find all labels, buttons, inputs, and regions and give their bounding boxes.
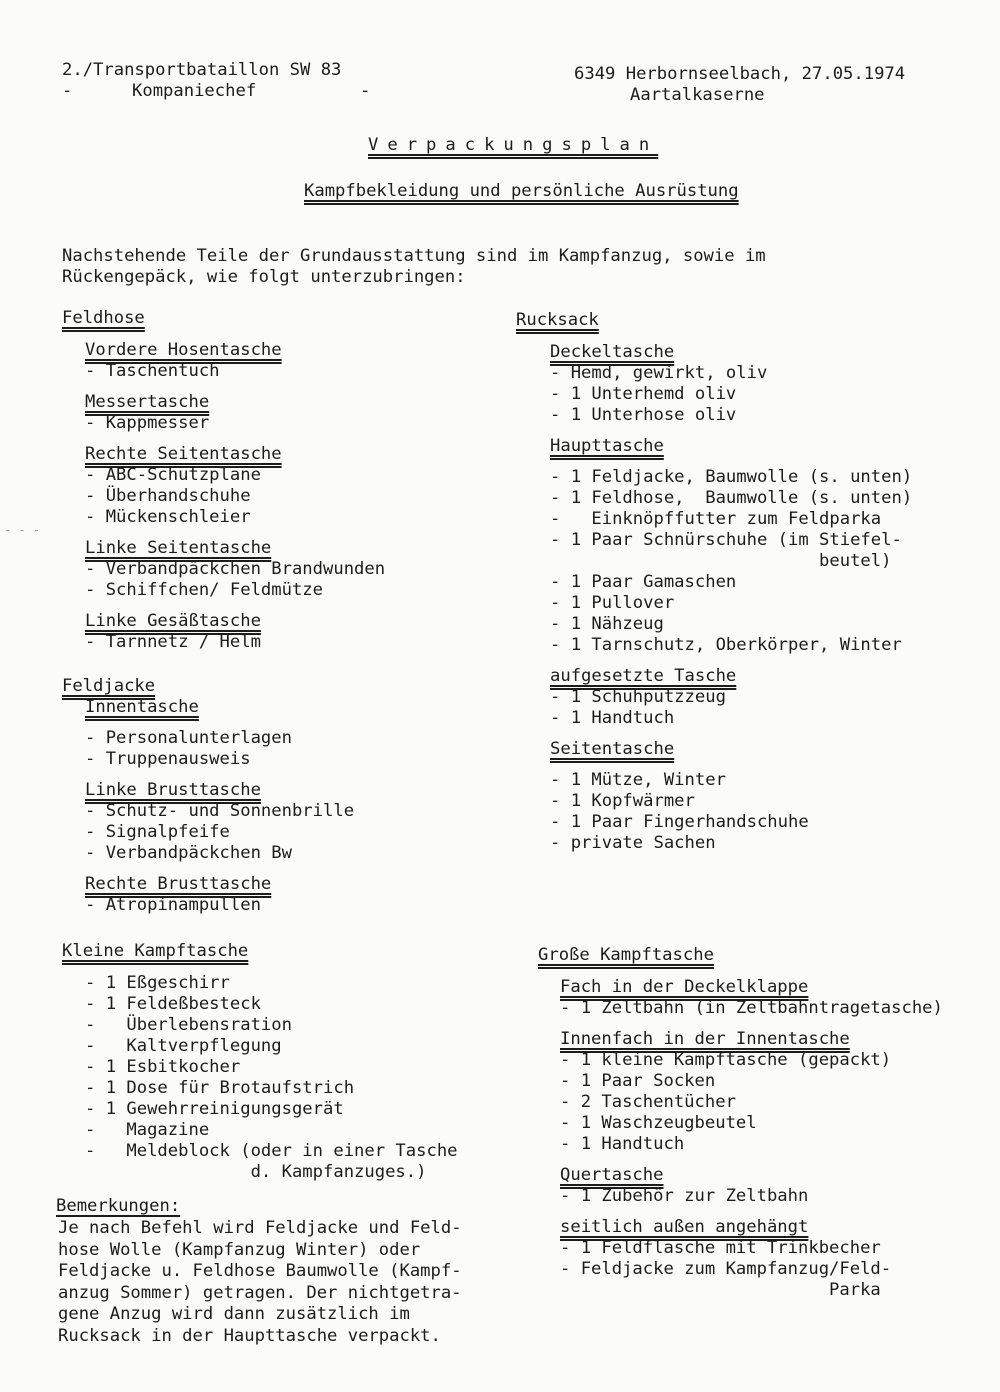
list-item: d. Kampfanzuges.) [85, 1162, 427, 1182]
list-item: - Tarnnetz / Helm [85, 632, 261, 652]
rechte-seitentasche-heading: Rechte Seitentasche [85, 444, 282, 464]
list-item: - Mückenschleier [85, 507, 251, 527]
list-item: Parka [560, 1280, 881, 1300]
list-item: - 1 Zubehör zur Zeltbahn [560, 1186, 809, 1206]
rechte-brusttasche-heading: Rechte Brusttasche [85, 874, 272, 894]
list-item: - 1 Handtuch [560, 1134, 685, 1154]
linke-seitentasche-heading: Linke Seitentasche [85, 538, 272, 558]
list-item: - Überlebensration [85, 1015, 292, 1035]
rucksack-heading: Rucksack [516, 310, 599, 330]
list-item: - private Sachen [550, 833, 716, 853]
vordere-hosentasche-heading: Vordere Hosentasche [85, 340, 282, 360]
remark-line: gene Anzug wird dann zusätzlich im [58, 1304, 410, 1325]
innentasche-heading: Innentasche [85, 697, 199, 717]
remark-line: hose Wolle (Kampfanzug Winter) oder [58, 1239, 421, 1260]
linke-brusttasche-heading: Linke Brusttasche [85, 780, 261, 800]
list-item: - 1 Pullover [550, 593, 675, 613]
list-item: - Schutz- und Sonnenbrille [85, 801, 355, 821]
kleine-kampftasche-heading: Kleine Kampftasche [62, 941, 249, 961]
feldhose-pockets [85, 340, 385, 653]
intro-text [62, 246, 766, 288]
list-item: - Taschentuch [85, 361, 220, 381]
feldjacke-section [62, 676, 155, 697]
grosse-kampftasche-section [538, 945, 714, 966]
rucksack-pockets [550, 342, 912, 854]
list-item: - 1 Waschzeugbeutel [560, 1113, 757, 1133]
list-item: - 1 Handtuch [550, 708, 675, 728]
list-item: - Truppenausweis [85, 749, 251, 769]
list-item: - 1 Tarnschutz, Oberkörper, Winter [550, 635, 902, 655]
list-item: - 1 Unterhemd oliv [550, 384, 737, 404]
unit-dash-left: - [62, 81, 73, 101]
list-item: - 1 Zeltbahn (in Zeltbahntragetasche) [560, 998, 943, 1018]
list-item: - Feldjacke zum Kampfanzug/Feld- [560, 1259, 892, 1279]
remark-line: Rucksack in der Haupttasche verpackt. [58, 1325, 441, 1346]
list-item: - 1 Unterhose oliv [550, 405, 737, 425]
list-item: - 1 kleine Kampftasche (gepackt) [560, 1050, 892, 1070]
list-item: - 1 Esbitkocher [85, 1057, 241, 1077]
rucksack-section [516, 310, 599, 331]
list-item: - 1 Feldeßbesteck [85, 994, 261, 1014]
list-item: - Verbandpäckchen Brandwunden [85, 559, 386, 579]
list-item: - 2 Taschentücher [560, 1092, 736, 1112]
page-subtitle: Kampfbekleidung und persönliche Ausrüstung [304, 181, 739, 201]
list-item: - 1 Paar Gamaschen [550, 572, 737, 592]
deckeltasche-heading: Deckeltasche [550, 342, 675, 362]
remark-line: anzug Sommer) getragen. Der nichtgetra- [58, 1282, 462, 1303]
remark-line: Je nach Befehl wird Feldjacke und Feld- [58, 1218, 462, 1238]
seitentasche-heading: Seitentasche [550, 739, 675, 759]
page-title: Verpackungsplan [368, 135, 659, 155]
list-item: - 1 Gewehrreinigungsgerät [85, 1099, 344, 1119]
list-item: - Atropinampullen [85, 895, 261, 915]
feldhose-section [62, 308, 145, 329]
list-item: - Meldeblock (oder in einer Tasche [85, 1141, 458, 1161]
list-item: - Hemd, gewirkt, oliv [550, 363, 768, 383]
list-item: - Kaltverpflegung [85, 1036, 282, 1056]
list-item: - Signalpfeife [85, 822, 230, 842]
list-item: - Überhandschuhe [85, 486, 251, 506]
kleine-kampftasche-list [85, 973, 458, 1183]
messertasche-heading: Messertasche [85, 392, 210, 412]
bemerkungen-text [58, 1218, 462, 1348]
list-item: - 1 Dose für Brotaufstrich [85, 1078, 355, 1098]
list-item: - 1 Schuhputzzeug [550, 687, 726, 707]
quertasche-heading: Quertasche [560, 1165, 664, 1185]
list-item: - Personalunterlagen [85, 728, 292, 748]
innenfach-heading: Innenfach in der Innentasche [560, 1029, 850, 1049]
grosse-kampftasche-heading: Große Kampftasche [538, 945, 714, 965]
list-item: - 1 Kopfwärmer [550, 791, 695, 811]
list-item: - 1 Feldjacke, Baumwolle (s. unten) [550, 467, 913, 487]
feldjacke-heading: Feldjacke [62, 676, 156, 696]
list-item: - Einknöpffutter zum Feldparka [550, 509, 882, 529]
list-item: - 1 Eßgeschirr [85, 973, 230, 993]
margin-mark: - - - [4, 523, 41, 537]
unit-name: 2./Transportbataillon SW 83 [62, 60, 342, 80]
list-item: - Magazine [85, 1120, 210, 1140]
remark-line: Feldjacke u. Feldhose Baumwolle (Kampf- [58, 1261, 462, 1282]
feldhose-heading: Feldhose [62, 308, 145, 328]
linke-gesaesstasche-heading: Linke Gesäßtasche [85, 611, 261, 631]
kleine-kampftasche-section [62, 941, 248, 962]
feldjacke-pockets [85, 697, 354, 916]
aufgesetzte-tasche-heading: aufgesetzte Tasche [550, 666, 737, 686]
unit-role: Kompaniechef [132, 81, 257, 101]
place-date: 6349 Herbornseelbach, 27.05.1974 [574, 64, 906, 84]
seitlich-aussen-heading: seitlich außen angehängt [560, 1217, 809, 1237]
list-item: - ABC-Schutzplane [85, 465, 261, 485]
list-item: - 1 Feldflasche mit Trinkbecher [560, 1238, 881, 1258]
intro-line: Rückengepäck, wie folgt unterzubringen: [62, 267, 466, 287]
grosse-kampftasche-pockets [560, 977, 943, 1301]
bemerkungen-heading: Bemerkungen: [56, 1196, 181, 1216]
list-item: - 1 Nähzeug [550, 614, 664, 634]
list-item: - Kappmesser [85, 413, 210, 433]
haupttasche-heading: Haupttasche [550, 436, 664, 456]
barracks: Aartalkaserne [630, 85, 765, 105]
unit-dash-right: - [360, 81, 371, 101]
fach-deckelklappe-heading: Fach in der Deckelklappe [560, 977, 809, 997]
list-item: - 1 Feldhose, Baumwolle (s. unten) [550, 488, 913, 508]
list-item: - Schiffchen/ Feldmütze [85, 580, 323, 600]
list-item: - 1 Paar Schnürschuhe (im Stiefel- [550, 530, 902, 550]
list-item: beutel) [550, 551, 892, 571]
list-item: - 1 Paar Fingerhandschuhe [550, 812, 809, 832]
list-item: - 1 Paar Socken [560, 1071, 716, 1091]
list-item: - 1 Mütze, Winter [550, 770, 726, 790]
list-item: - Verbandpäckchen Bw [85, 843, 292, 863]
intro-line: Nachstehende Teile der Grundausstattung sind im Kampfanzug, sowie im [62, 246, 766, 266]
